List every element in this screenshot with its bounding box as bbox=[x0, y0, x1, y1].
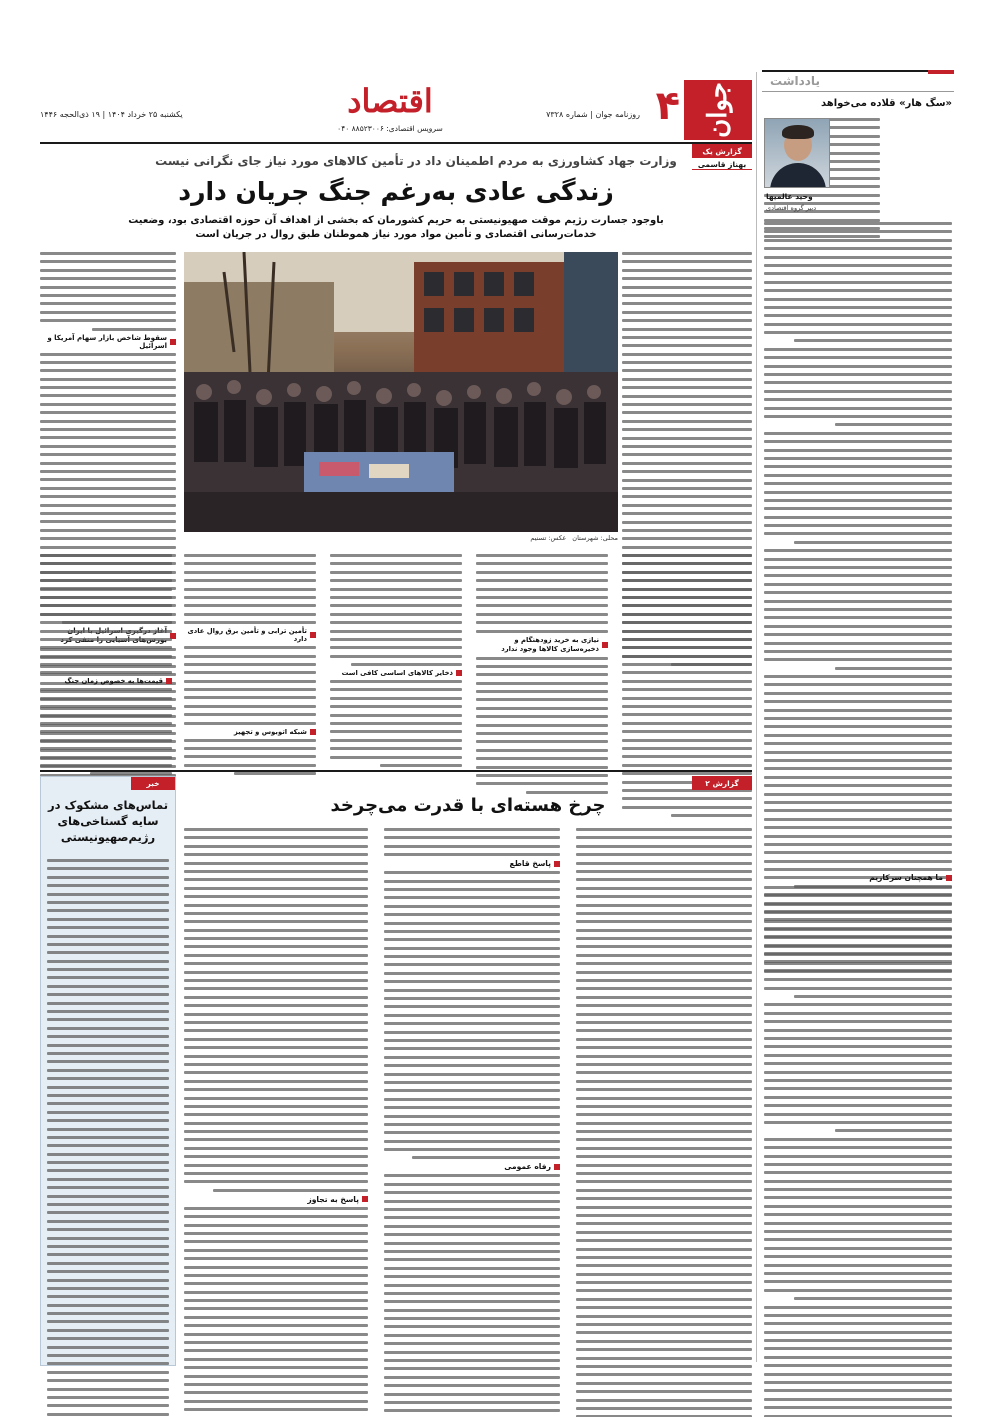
subhead-3-text: قیمت‌ها به خصوص زمان جنگ bbox=[64, 677, 163, 686]
news-brief bbox=[40, 776, 176, 1366]
note-subhead bbox=[869, 873, 952, 882]
author-hair bbox=[782, 125, 814, 139]
author-role: دبیر گروه اقتصادی bbox=[766, 204, 817, 212]
brief-tag bbox=[131, 777, 175, 790]
lower-col-2 bbox=[476, 554, 608, 794]
subhead-6 bbox=[476, 636, 608, 654]
masthead bbox=[40, 80, 752, 140]
second-report-label: گزارش ۲ bbox=[705, 778, 739, 788]
subhead-6-text: نیازی به خرید زودهنگام و ذخیره‌سازی کالاها وجود ندارد bbox=[501, 635, 599, 653]
section-title: اقتصاد bbox=[347, 82, 433, 120]
report-tag bbox=[692, 144, 752, 158]
service-line: سرویس اقتصادی: ۸۸۵۲۳۰۰۶ ۰۴۰ bbox=[337, 124, 443, 133]
second-col-2 bbox=[384, 828, 560, 1417]
second-col-3 bbox=[184, 828, 368, 1417]
photo-caption-text: محلی: شهرستان bbox=[572, 534, 618, 542]
author-name: وحید عالمیها bbox=[766, 192, 813, 201]
second-subhead-2 bbox=[384, 1162, 560, 1171]
second-subhead-3 bbox=[184, 1195, 368, 1204]
second-report-tag bbox=[692, 776, 752, 790]
note-column-rule bbox=[756, 72, 757, 1362]
note-title: «سگ‌ هار» قلاده می‌خواهد bbox=[821, 98, 952, 109]
logo bbox=[684, 80, 752, 140]
note-accent bbox=[928, 70, 954, 74]
brief-tag-label: خبر bbox=[146, 779, 160, 788]
bullet-square-icon bbox=[456, 670, 462, 676]
brief-body bbox=[47, 859, 169, 1417]
main-story bbox=[40, 144, 752, 764]
subhead-3 bbox=[40, 677, 172, 685]
subhead-4-text: تأمین ترابی و تأمین برق روال عادی دارد bbox=[187, 627, 307, 644]
lead: باوجود جسارت رژیم موقت صهیونیستی به حریم کشورمان که بخشی از اهداف آن حوزه اقتصادی بود، وضعیت خدمات‌رسانی اقتصادی و تأمین مواد مورد نیاز همو‌طنان طبق روال در جریان است bbox=[128, 215, 664, 240]
subhead-7 bbox=[330, 669, 462, 677]
note-body-1 bbox=[764, 222, 952, 972]
photo-credit: عکس: تسنیم bbox=[530, 534, 567, 542]
second-subhead-1-text: پاسخ قاطع bbox=[509, 859, 551, 869]
second-subhead-2-text: رفاه عمومی bbox=[504, 1162, 551, 1172]
second-story bbox=[184, 776, 752, 1366]
subhead-1-text: سقوط شاخص بازار سهام آمریکا و اسرائیل bbox=[47, 333, 167, 350]
market-photo bbox=[184, 252, 618, 532]
subhead-1 bbox=[40, 334, 176, 350]
reporter-name: بهناز قاسمی bbox=[692, 160, 752, 170]
story-divider bbox=[40, 770, 752, 772]
headline: زندگی عادی به‌رغم جنگ جریان دارد bbox=[178, 177, 614, 206]
subhead-4 bbox=[184, 627, 316, 643]
note-label-box bbox=[762, 70, 954, 92]
paper-info: روزنامه جوان | شماره ۷۳۲۸ bbox=[546, 110, 640, 119]
lower-col-3 bbox=[330, 554, 462, 767]
page-number: ۴ bbox=[655, 83, 680, 129]
report-tag-label: گزارش یک bbox=[702, 146, 742, 156]
brief-title: تماس‌های مشکوک در سایه گستاخی‌های رژیم‌صهیونیستی bbox=[47, 798, 169, 844]
bullet-square-icon bbox=[310, 632, 316, 638]
note-subhead-text: ما همچنان سرکاریم bbox=[869, 873, 943, 882]
note-label: یادداشت bbox=[770, 74, 820, 88]
subhead-5 bbox=[184, 728, 316, 736]
author-body bbox=[770, 163, 826, 188]
bullet-square-icon bbox=[946, 875, 952, 881]
bullet-square-icon bbox=[602, 642, 608, 648]
date-line: یکشنبه ۲۵ خرداد ۱۴۰۴ | ۱۹ ذی‌الحجه ۱۴۴۶ bbox=[40, 110, 183, 119]
subhead-5-text: شبکه اتوبوس و تجهیز bbox=[233, 727, 307, 736]
second-headline: چرخ هسته‌ای با قدرت می‌چرخد bbox=[330, 795, 606, 816]
second-col-1 bbox=[576, 828, 752, 1417]
lower-col-4 bbox=[184, 554, 316, 775]
bullet-square-icon bbox=[310, 729, 316, 735]
crowd-illustration bbox=[184, 252, 618, 532]
logo-text: جوان bbox=[703, 82, 733, 138]
note-column bbox=[762, 62, 954, 1367]
bullet-square-icon bbox=[166, 678, 172, 684]
subhead-7-text: ذخایر کالاهای اساسی کافی است bbox=[341, 669, 453, 678]
bullet-square-icon bbox=[554, 1164, 560, 1170]
bullet-square-icon bbox=[170, 339, 176, 345]
second-subhead-3-text: پاسخ به تجاوز bbox=[307, 1194, 359, 1204]
bullet-square-icon bbox=[554, 861, 560, 867]
photo-caption bbox=[184, 534, 618, 544]
author-photo bbox=[764, 118, 830, 188]
kicker: وزارت جهاد کشاورزی به مردم اطمینان داد در تأمین کالاهای مورد نیاز جای نگرانی نیست bbox=[155, 154, 677, 168]
bullet-square-icon bbox=[362, 1196, 368, 1202]
lower-col-5 bbox=[40, 554, 172, 775]
second-subhead-1 bbox=[384, 859, 560, 868]
note-body-2 bbox=[764, 886, 952, 1417]
